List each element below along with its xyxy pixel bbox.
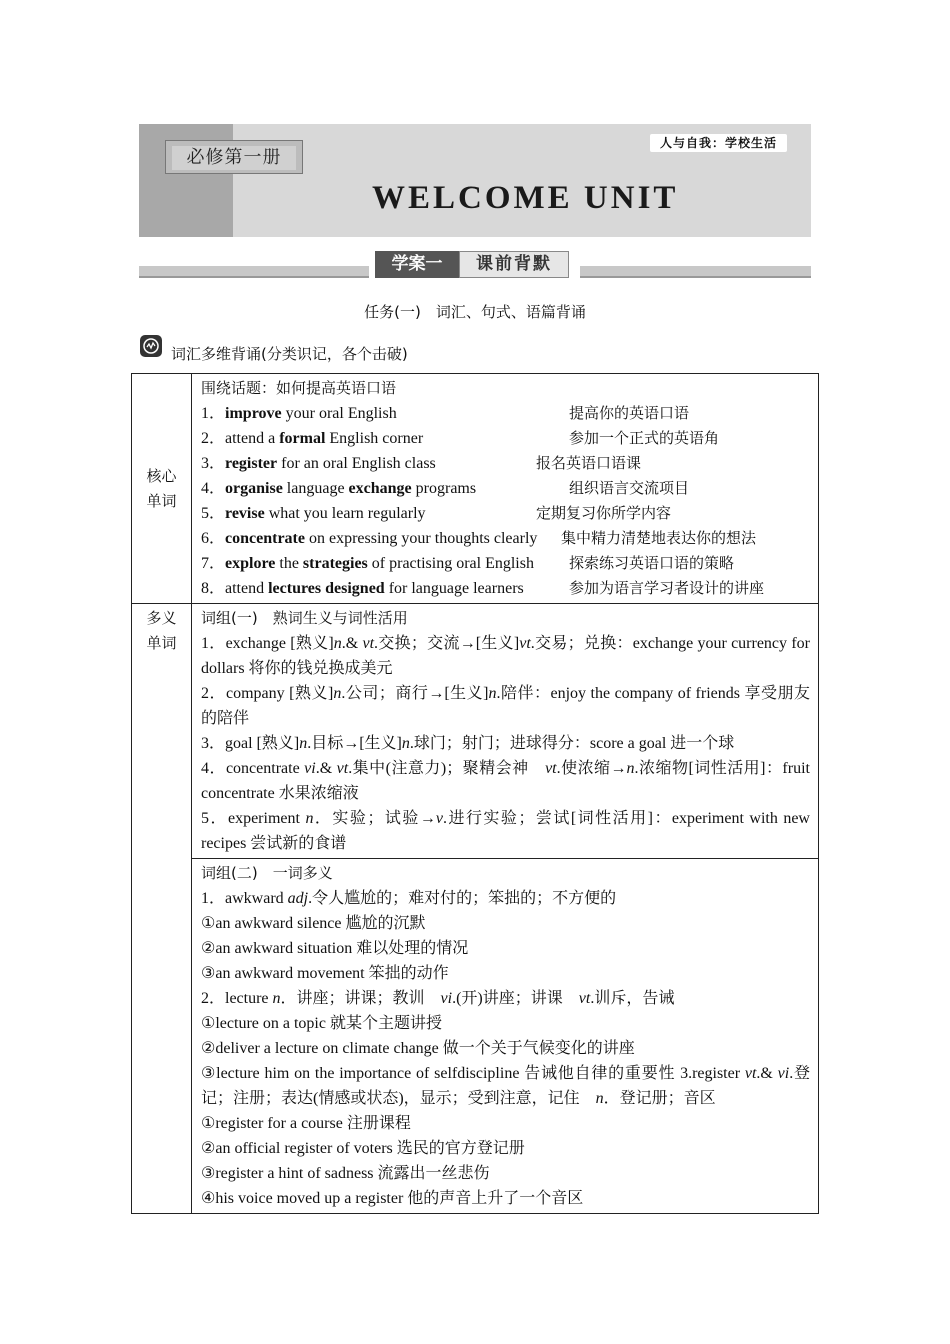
core-word-translation: 报名英语口语课 <box>536 454 642 472</box>
group1-entry: 3．goal [熟义]n.目标→[生义]n.球门；射门；进球得分：score a goal 进一个球 <box>201 735 735 752</box>
core-word-translation: 探索练习英语口语的策略 <box>569 554 735 572</box>
task-title: 任务(一) 词汇、句式、语篇背诵 <box>364 303 586 321</box>
core-word-item <box>201 576 810 601</box>
poly-group1-cell <box>192 604 819 859</box>
core-word-item <box>201 476 810 501</box>
core-category-cell <box>132 374 192 604</box>
group2-entry: ③register a hint of sadness 流露出一丝悲伤 <box>201 1165 490 1182</box>
core-word-item <box>201 426 810 451</box>
core-words-cell <box>192 374 819 604</box>
group1-list <box>192 604 818 858</box>
volume-label-box <box>165 140 303 174</box>
poly-group1-row <box>132 604 819 859</box>
group2-entry: ③lecture him on the importance of selfdiscipline 告诫他自律的重要性 3.register vt.& vi.登记；注册；表达(情感或状态)，显示；受到注意，记住 n．登记册；音区 <box>201 1065 810 1107</box>
group2-entry: ②an official register of voters 选民的官方登记册 <box>201 1140 525 1157</box>
core-word-phrase: 5．revise what you learn regularly <box>201 505 426 522</box>
group2-entry: 1．awkward adj.令人尴尬的；难对付的；笨拙的；不方便的 <box>201 890 617 907</box>
core-word-phrase: 7．explore the strategies of practising oral English <box>201 555 534 572</box>
core-topic: 围绕话题：如何提高英语口语 <box>201 379 397 397</box>
unit-banner <box>139 124 811 237</box>
vocab-heading: 词汇多维背诵(分类识记，各个击破) <box>171 345 408 363</box>
group2-list <box>192 859 818 1213</box>
core-word-phrase: 2．attend a formal English corner <box>201 430 424 447</box>
section-badge-right: 课前背默 <box>459 251 569 278</box>
core-word-item <box>201 451 810 476</box>
core-word-translation: 参加为语言学习者设计的讲座 <box>569 579 765 597</box>
core-word-translation: 参加一个正式的英语角 <box>569 429 720 447</box>
group2-entry: ③an awkward movement 笨拙的动作 <box>201 965 449 982</box>
group1-entry: 2．company [熟义]n.公司；商行→[生义]n.陪伴：enjoy the company of friends 享受朋友的陪伴 <box>201 685 810 727</box>
poly-group2-cell <box>192 859 819 1214</box>
core-word-item <box>201 551 810 576</box>
core-word-item <box>201 501 810 526</box>
volume-label: 必修第一册 <box>172 146 296 170</box>
group2-entry: ①lecture on a topic 就某个主题讲授 <box>201 1015 442 1032</box>
section-badge <box>375 251 575 278</box>
topic-tag: 人与自我：学校生活 <box>650 134 787 152</box>
vocab-table <box>131 373 819 1214</box>
core-word-translation: 组织语言交流项目 <box>569 479 690 497</box>
core-word-translation: 提高你的英语口语 <box>569 404 690 422</box>
group1-entry: 5．experiment n．实验；试验→v.进行实验；尝试[词性活用]：experiment with new recipes 尝试新的食谱 <box>201 810 810 852</box>
group2-entry: ④his voice moved up a register 他的声音上升了一个音区 <box>201 1190 584 1207</box>
group2-entry: ②an awkward situation 难以处理的情况 <box>201 940 469 957</box>
core-word-item <box>201 401 810 426</box>
core-category-label: 核心单词 <box>146 466 177 510</box>
core-word-phrase: 3．register for an oral English class <box>201 455 436 472</box>
core-word-phrase: 8．attend lectures designed for language learners <box>201 580 524 597</box>
unit-title: WELCOME UNIT <box>372 180 679 216</box>
group2-entry: ①an awkward silence 尴尬的沉默 <box>201 915 426 932</box>
core-word-phrase: 4．organise language exchange programs <box>201 480 477 497</box>
poly-category-cell <box>132 604 192 1214</box>
group2-entry: ②deliver a lecture on climate change 做一个关于气候变化的讲座 <box>201 1040 635 1057</box>
core-word-translation: 定期复习你所学内容 <box>536 504 672 522</box>
group1-entry: 4．concentrate vi.& vt.集中(注意力)；聚精会神 vt.使浓缩→n.浓缩物[词性活用]：fruit concentrate 水果浓缩液 <box>201 760 810 802</box>
group2-title: 词组(二) 一词多义 <box>201 864 333 882</box>
core-word-item <box>201 526 810 551</box>
poly-category-label: 多义单词 <box>146 609 177 652</box>
group1-entry: 1．exchange [熟义]n.& vt.交换；交流→[生义]vt.交易；兑换：exchange your currency for dollars 将你的钱兑换成美元 <box>201 635 810 677</box>
poly-group2-row <box>132 859 819 1214</box>
core-word-translation: 集中精力清楚地表达你的想法 <box>561 529 757 547</box>
section-rule-right <box>580 266 811 278</box>
group2-entry: ①register for a course 注册课程 <box>201 1115 411 1132</box>
core-word-list <box>192 374 818 603</box>
core-word-phrase: 1．improve your oral English <box>201 405 397 422</box>
brain-icon <box>140 335 162 357</box>
group1-title: 词组(一) 熟词生义与词性活用 <box>201 609 408 627</box>
section-badge-left: 学案一 <box>375 251 459 278</box>
section-rule-left <box>139 266 369 278</box>
core-word-phrase: 6．concentrate on expressing your thoughts clearly <box>201 530 538 547</box>
core-words-row <box>132 374 819 604</box>
group2-entry: 2．lecture n．讲座；讲课；教训 vi.(开)讲座；讲课 vt.训斥，告诫 <box>201 990 675 1007</box>
